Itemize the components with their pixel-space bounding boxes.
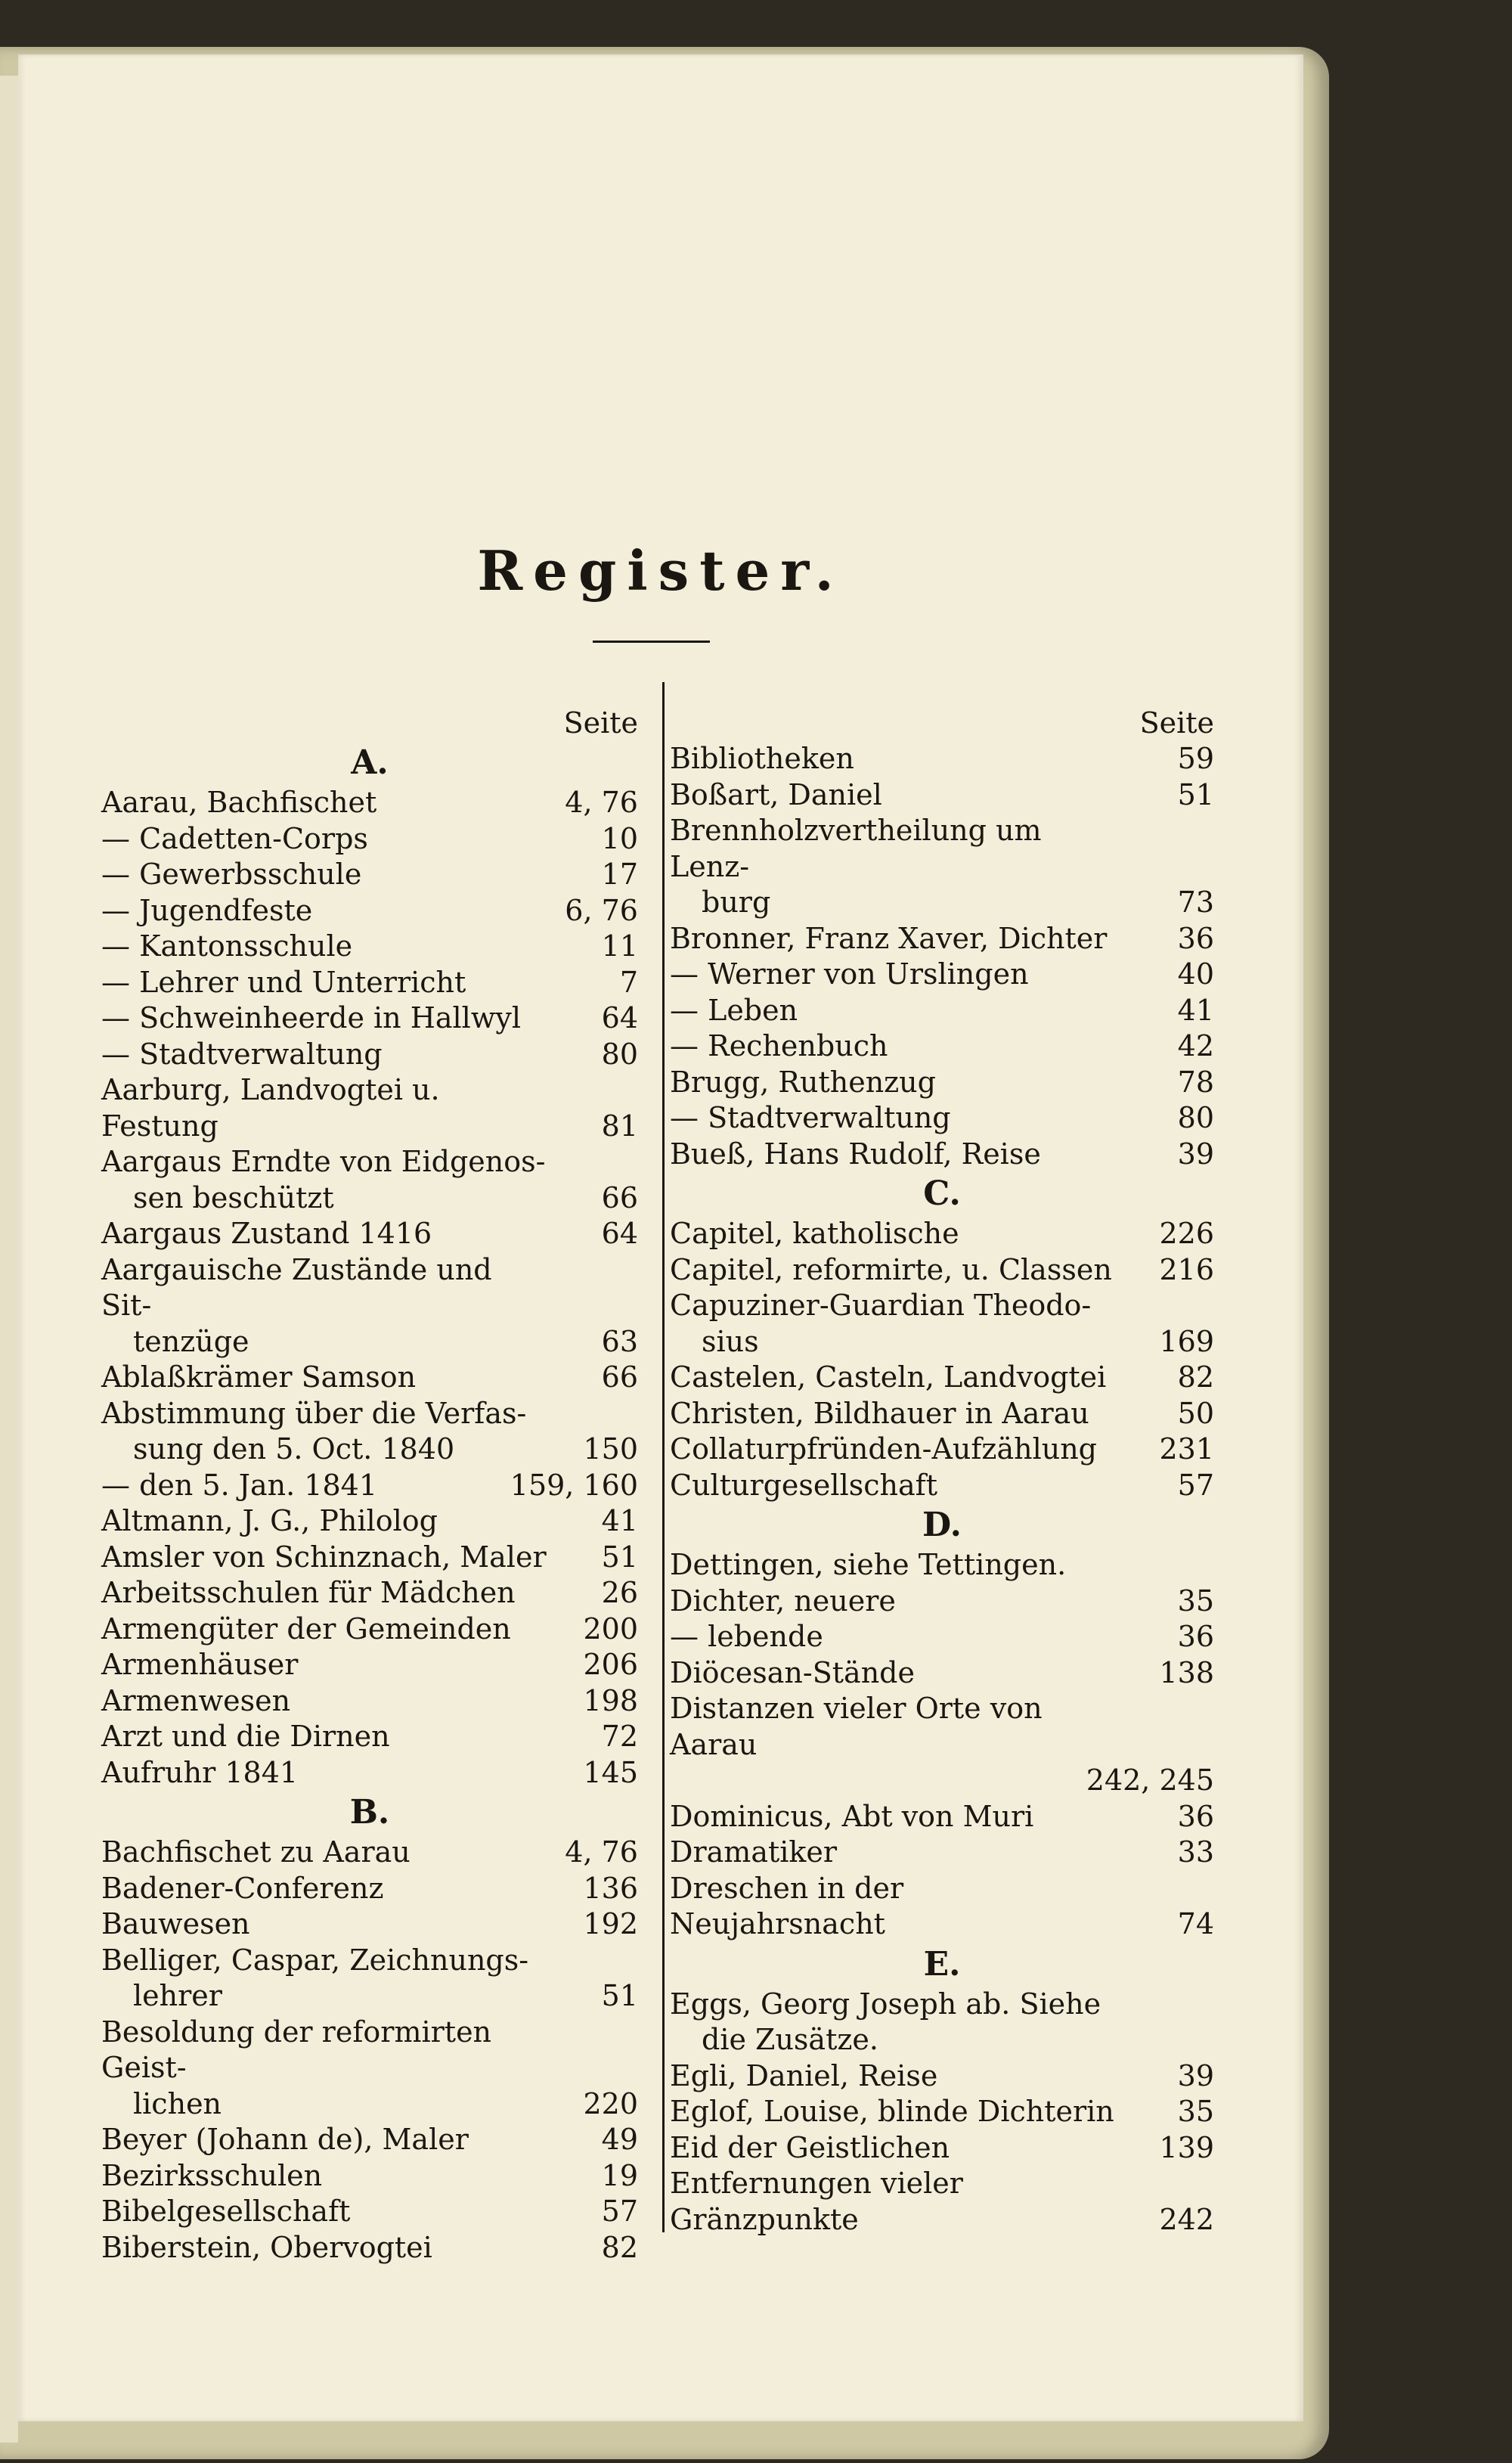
entry-page-number: 145 [583,1755,638,1789]
entry-term: Dettingen, siehe Tettingen. [670,1548,1067,1581]
entry-page-number: 139 [1159,2130,1214,2164]
index-entry [101,893,638,929]
entry-page-number: 59 [1177,742,1214,775]
index-entry [670,1468,1214,1504]
entry-term: — Stadtverwaltung [101,1037,383,1071]
entry-term: Eglof, Louise, blinde Dichterin [670,2095,1114,2128]
entry-page-number: 42 [1177,1029,1214,1062]
entry-page-number: 192 [583,1907,638,1940]
entry-page-number: 4, 76 [565,1835,638,1869]
index-entry [101,1647,638,1683]
section-letter: E. [923,1944,961,1984]
entry-page-number: 220 [583,2086,638,2120]
index-entry [101,1072,638,1144]
index-entry [101,1144,638,1216]
section-letter: D. [922,1506,962,1544]
index-entry [670,1288,1214,1360]
index-entry [670,921,1214,957]
index-entry [670,1432,1214,1468]
column-divider [662,682,665,2232]
index-entry [670,2166,1214,2238]
entry-term: — Schweinheerde in Hallwyl [101,1001,521,1035]
entry-term: Aarburg, Landvogtei u. Festung [101,1073,440,1143]
entry-term: Capitel, reformirte, u. Classen [670,1252,1112,1286]
cover-edge [0,76,18,2443]
index-entry [101,785,638,821]
index-entry [670,1835,1214,1871]
entry-page-number: 40 [1177,957,1214,991]
entry-term-continuation: lichen [133,2086,222,2120]
title-rule [593,641,710,643]
index-entry [670,1065,1214,1101]
entry-term: Capuziner-Guardian Theodo- [670,1289,1092,1322]
entry-term: — Rechenbuch [670,1029,888,1062]
entry-term: Aargauische Zustände und Sit- [101,1252,492,1322]
entry-page-number: 36 [1177,921,1214,955]
entry-term: Bueß, Hans Rudolf, Reise [670,1137,1041,1171]
entry-term: Culturgesellschaft [670,1468,937,1502]
entry-page-number: 57 [1177,1468,1214,1502]
entry-term: Dominicus, Abt von Muri [670,1799,1034,1833]
entry-term: Biberstein, Obervogtei [101,2230,432,2264]
index-entry [670,1028,1214,1065]
entry-page-number: 82 [1177,1360,1214,1394]
entry-term: Collaturpfründen-Aufzählung [670,1432,1098,1466]
entry-page-number: 19 [601,2158,638,2192]
index-entry [670,1216,1214,1252]
index-entry [101,1252,638,1360]
entry-page-number: 57 [601,2195,638,2228]
index-entry [670,1871,1214,1943]
entry-term: Distanzen vieler Orte von Aarau [670,1692,1043,1761]
entry-term: — Jugendfeste [101,893,313,927]
entry-term: — Werner von Urslingen [670,957,1029,991]
index-entry [670,1252,1214,1289]
entry-term: — Gewerbsschule [101,858,362,891]
entry-page-number: 35 [1177,2095,1214,2128]
entry-term: Arbeitsschulen für Mädchen [101,1576,516,1609]
entry-term-continuation: sung den 5. Oct. 1840 [133,1432,455,1466]
entry-term: Bibelgesellschaft [101,2195,351,2228]
entry-term: Diöcesan-Stände [670,1655,915,1689]
entry-term: Capitel, katholische [670,1217,959,1250]
entry-term: Entfernungen vieler Gränzpunkte [670,2167,963,2236]
entry-page-number: 39 [1177,2058,1214,2092]
index-entry [670,1987,1214,2058]
entry-term: — Leben [670,993,798,1027]
index-entry [670,813,1214,921]
section-letter: C. [923,1174,961,1213]
index-entry [670,1100,1214,1137]
entry-page-number: 51 [601,1540,638,1574]
section-letter: A. [351,743,389,782]
entry-page-number: 39 [1177,1137,1214,1171]
entry-term: Brugg, Ruthenzug [670,1065,936,1099]
index-entry [670,1619,1214,1655]
index-entry [101,1000,638,1037]
index-entry [101,2230,638,2266]
index-entry [101,857,638,893]
entry-term: Dichter, neuere [670,1584,896,1618]
entry-page-number: 64 [601,1001,638,1035]
entry-page-number: 49 [601,2123,638,2156]
entry-term: Belliger, Caspar, Zeichnungs- [101,1943,529,1977]
entry-page-number: 80 [1177,1101,1214,1134]
index-entry [101,1360,638,1396]
entry-page-number: 11 [601,929,638,963]
entry-term-continuation: die Zusätze. [702,2023,878,2056]
entry-page-number: 50 [1177,1396,1214,1430]
entry-page-number: 41 [1177,993,1214,1027]
index-entry [101,2122,638,2158]
index-entry [101,1943,638,2015]
entry-page-number: 36 [1177,1799,1214,1833]
entry-term: Badener-Conferenz [101,1871,384,1905]
entry-term: — Kantonsschule [101,929,353,963]
entry-term: Bezirksschulen [101,2158,323,2192]
index-entry [670,2058,1214,2095]
index-entry [101,1906,638,1943]
entry-page-number: 41 [601,1504,638,1537]
index-entry [101,2194,638,2230]
entry-page-number: 74 [1177,1907,1214,1940]
index-entry [101,1037,638,1073]
entry-term: Abstimmung über die Verfas- [101,1396,527,1430]
index-entry [670,741,1214,777]
entry-term: Bronner, Franz Xaver, Dichter [670,921,1108,955]
entry-page-number: 242 [1159,2202,1214,2236]
index-entry [101,1503,638,1540]
index-entry [101,965,638,1001]
index-entry [101,2158,638,2195]
entry-page-number: 6, 76 [565,893,638,927]
index-entry [101,1540,638,1576]
entry-term-continuation: lehrer [133,1979,222,2012]
index-entry [670,1799,1214,1835]
index-entry [670,777,1214,814]
entry-term: Aufruhr 1841 [101,1755,299,1789]
entry-page-number: 33 [1177,1835,1214,1869]
entry-page-number: 138 [1159,1655,1214,1689]
index-entry [670,1547,1214,1584]
book-page [18,54,1303,2421]
index-entry [670,2130,1214,2167]
index-entry [101,1575,638,1611]
column-header-right: Seite [1139,706,1214,740]
entry-term: — den 5. Jan. 1841 [101,1468,378,1502]
entry-term: Bachfischet zu Aarau [101,1835,411,1869]
entry-term: Christen, Bildhauer in Aarau [670,1396,1089,1430]
index-entry [670,993,1214,1029]
entry-page-number: 73 [1177,886,1214,919]
entry-term: Bibliotheken [670,742,854,775]
entry-term: Besoldung der reformirten Geist- [101,2015,492,2084]
entry-term: Amsler von Schinznach, Maler [101,1540,547,1574]
entry-page-number: 226 [1159,1217,1214,1250]
index-entry [670,1360,1214,1396]
entry-page-number: 82 [601,2230,638,2264]
entry-page-number: 198 [583,1683,638,1717]
entry-term: Armenwesen [101,1683,291,1717]
entry-term: Egli, Daniel, Reise [670,2058,938,2092]
entry-term: Castelen, Casteln, Landvogtei [670,1360,1107,1394]
entry-term: Eid der Geistlichen [670,2130,950,2164]
entry-page-number: 51 [1177,777,1214,811]
entry-page-number: 26 [601,1576,638,1609]
index-entry [101,1468,638,1504]
entry-term: Armengüter der Gemeinden [101,1611,511,1646]
section-letter: B. [349,1793,390,1832]
entry-term: — Lehrer und Unterricht [101,965,466,999]
right-column [670,705,1214,2238]
column-header-left: Seite [563,706,638,740]
entry-page-number: 231 [1159,1432,1214,1466]
entry-page-number: 63 [601,1324,638,1358]
entry-page-number: 7 [619,965,638,999]
index-entry [670,1584,1214,1620]
entry-term: — lebende [670,1620,823,1653]
entry-page-number: 72 [601,1720,638,1753]
index-entry [670,2094,1214,2130]
entry-page-number: 78 [1177,1065,1214,1099]
index-entry [101,1871,638,1907]
entry-term: Bauwesen [101,1907,250,1940]
entry-page-number: 64 [601,1217,638,1250]
index-entry [101,1755,638,1791]
entry-term: Boßart, Daniel [670,777,882,811]
entry-page-number: 81 [601,1109,638,1143]
index-entry [101,1719,638,1755]
entry-term: Beyer (Johann de), Maler [101,2123,469,2156]
index-entry [670,1691,1214,1763]
entry-term: — Cadetten-Corps [101,821,368,855]
entry-term-continuation: sen beschützt [133,1180,334,1214]
page-title: Register. [477,538,844,603]
entry-page-number: 216 [1159,1252,1214,1286]
entry-term: Dreschen in der Neujahrsnacht [670,1871,904,1940]
index-entry [101,821,638,858]
index-entry [101,1216,638,1252]
entry-term: Aarau, Bachfischet [101,786,377,819]
index-entry [101,1611,638,1648]
index-entry [101,1683,638,1720]
entry-page-number: 51 [601,1979,638,2012]
entry-page-number: 169 [1159,1324,1214,1358]
entry-term: Altmann, J. G., Philolog [101,1504,438,1537]
entry-term: Armenhäuser [101,1648,299,1681]
entry-term: Aargaus Erndte von Eidgenos- [101,1145,546,1178]
entry-page-number: 36 [1177,1620,1214,1653]
index-entry [101,2015,638,2123]
entry-term-continuation: burg [702,886,771,919]
index-entry [101,929,638,965]
entry-page-number: 242, 245 [1086,1763,1214,1797]
entry-term-continuation: sius [702,1324,759,1358]
index-entry [670,957,1214,993]
entry-term: Eggs, Georg Joseph ab. Siehe [670,1987,1101,2021]
entry-page-number: 35 [1177,1584,1214,1618]
left-column [101,705,638,2266]
index-entry [670,1137,1214,1173]
index-entry [670,1763,1214,1799]
index-entry [670,1396,1214,1432]
entry-page-number: 4, 76 [565,786,638,819]
entry-term: Aargaus Zustand 1416 [101,1217,432,1250]
entry-page-number: 159, 160 [510,1468,638,1502]
entry-term: — Stadtverwaltung [670,1101,951,1134]
entry-page-number: 66 [601,1360,638,1394]
entry-page-number: 200 [583,1611,638,1646]
entry-page-number: 80 [601,1037,638,1071]
index-entry [670,1655,1214,1692]
entry-page-number: 10 [601,821,638,855]
entry-page-number: 150 [583,1432,638,1466]
entry-page-number: 206 [583,1648,638,1681]
index-entry [101,1835,638,1871]
entry-term: Ablaßkrämer Samson [101,1360,417,1394]
entry-page-number: 17 [601,858,638,891]
entry-term: Arzt und die Dirnen [101,1720,390,1753]
entry-term: Dramatiker [670,1835,838,1869]
entry-page-number: 136 [583,1871,638,1905]
entry-term: Brennholzvertheilung um Lenz- [670,814,1042,883]
entry-term-continuation: tenzüge [133,1324,249,1358]
index-entry [101,1396,638,1468]
entry-page-number: 66 [601,1180,638,1214]
